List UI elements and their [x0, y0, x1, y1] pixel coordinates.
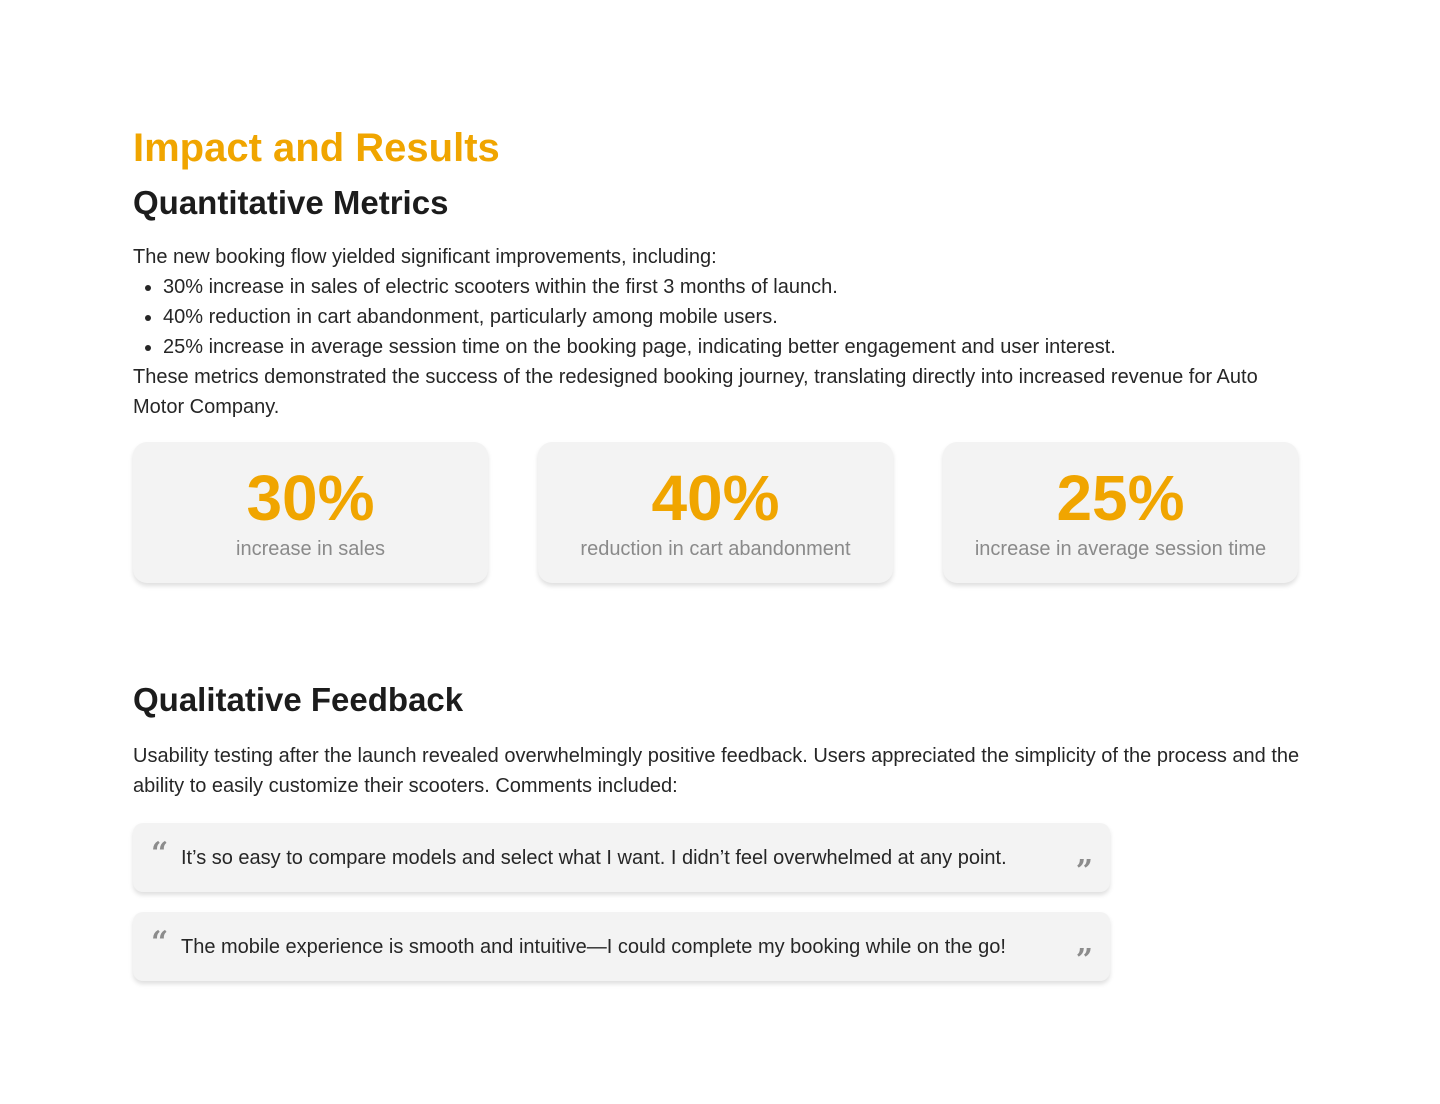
- metric-value: 30%: [246, 462, 375, 534]
- testimonial-card: [133, 912, 1110, 981]
- close-quote-icon: ”: [1075, 854, 1093, 889]
- close-quote-icon: ”: [1075, 943, 1093, 978]
- open-quote-icon: “: [151, 925, 169, 960]
- impact-results-section: [133, 124, 1303, 1001]
- quantitative-metrics-heading: Quantitative Metrics: [133, 184, 449, 221]
- metric-value: 25%: [1056, 462, 1185, 534]
- quantitative-summary: These metrics demonstrated the success of the redesigned booking journey, translating directly into increased revenue for Auto Motor Company.: [133, 366, 1258, 418]
- metrics-bullet-list: [133, 272, 1303, 362]
- testimonial-list: [133, 823, 1303, 981]
- metric-card-sales: [133, 442, 488, 583]
- testimonial-card: [133, 823, 1110, 892]
- testimonial-text: It’s so easy to compare models and select what I want. I didn’t feel overwhelmed at any point.: [181, 847, 1007, 869]
- qualitative-feedback-heading: Qualitative Feedback: [133, 681, 464, 718]
- metric-label: increase in average session time: [974, 538, 1267, 560]
- metric-label: reduction in cart abandonment: [580, 538, 851, 560]
- metric-card-cart-abandonment: [538, 442, 893, 583]
- list-item: • 40% reduction in cart abandonment, particularly among mobile users.: [163, 302, 1303, 332]
- metric-card-session-time: [943, 442, 1298, 583]
- qualitative-intro: Usability testing after the launch revealed overwhelmingly positive feedback. Users appreciated the simplicity of the process and the ability to easily customize their scooters. Comments included:: [133, 745, 1300, 797]
- list-item: • 30% increase in sales of electric scooters within the first 3 months of launch.: [163, 272, 1303, 302]
- section-title: Impact and Results: [133, 126, 500, 170]
- list-item: • 25% increase in average session time on the booking page, indicating better engagement and user interest.: [163, 332, 1303, 362]
- testimonial-text: The mobile experience is smooth and intuitive—I could complete my booking while on the go!: [181, 936, 1006, 958]
- metric-cards: [133, 442, 1303, 583]
- metric-value: 40%: [651, 462, 780, 534]
- metric-label: increase in sales: [236, 538, 385, 560]
- quantitative-intro: The new booking flow yielded significant improvements, including:: [133, 246, 717, 268]
- open-quote-icon: “: [151, 836, 169, 871]
